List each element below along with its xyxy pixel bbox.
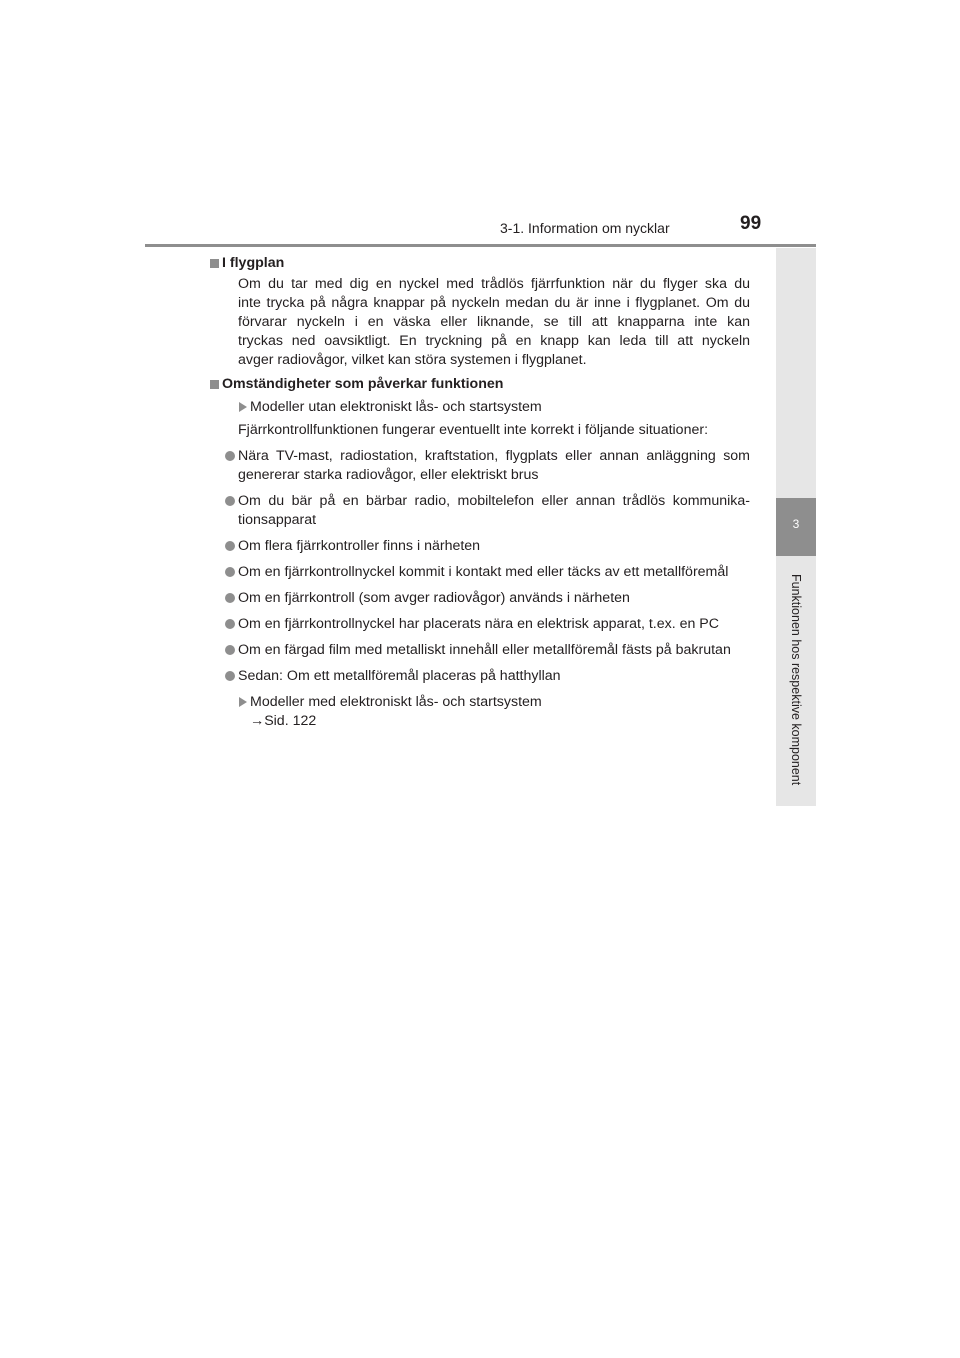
intro-paragraph: Fjärrkontrollfunktionen fungerar eventuellt inte korrekt i följande situationer: [238, 422, 709, 438]
paragraph-line: tryckas ned oavsiktligt. En tryckning på en knapp kan leda till att nyckeln [238, 333, 750, 349]
paragraph-line: Om du tar med dig en nyckel med trådlös fjärrfunktion när du flyger ska du [238, 276, 750, 292]
list-item: Nära TV-mast, radiostation, kraftstation, flygplats eller annan anläggning som genererar starka radiovågor, eller elektriskt brus [225, 447, 750, 485]
circle-bullet-icon [225, 496, 235, 506]
circle-bullet-icon [225, 451, 235, 461]
triangle-right-icon [239, 402, 247, 412]
section-heading-omstandigheter: Omständigheter som påverkar funktionen [210, 375, 750, 394]
list-item: Om en fjärrkontrollnyckel kommit i kontakt med eller täcks av ett metallföremål [225, 563, 750, 582]
side-tab-label: Funktionen hos respektive komponent [789, 574, 803, 786]
list-item: Om du bär på en bärbar radio, mobiltelefon eller annan trådlös kommunika- tionsapparat [225, 492, 750, 530]
list-item: Sedan: Om ett metallföremål placeras på hatthyllan [225, 667, 750, 686]
paragraph-line: inte trycka på några knappar på nyckeln medan du är inne i flygplanet. Om du [238, 295, 750, 311]
circle-bullet-icon [225, 645, 235, 655]
triangle-right-icon [239, 697, 247, 707]
square-bullet-icon [210, 259, 219, 268]
paragraph-flygplan [238, 275, 750, 370]
circle-bullet-icon [225, 541, 235, 551]
circle-bullet-icon [225, 593, 235, 603]
subheading-without-smart-key: Modeller utan elektroniskt lås- och startsystem [238, 398, 750, 417]
header-divider [145, 244, 816, 247]
subheading-with-smart-key: Modeller med elektroniskt lås- och startsystem →Sid. 122 [238, 693, 750, 731]
list-item: Om en fjärrkontrollnyckel har placerats nära en elektrisk apparat, t.ex. en PC [225, 615, 750, 634]
paragraph-line: avger radiovågor, vilket kan störa systemen i flygplanet. [238, 352, 587, 368]
list-item: Om en färgad film med metalliskt innehåll eller metallföremål fästs på bakrutan [225, 641, 750, 660]
section-heading-flygplan: I flygplan [210, 254, 750, 273]
page-reference-link[interactable]: →Sid. 122 [250, 713, 317, 729]
list-item: Om flera fjärrkontroller finns i närheten [225, 537, 750, 556]
square-bullet-icon [210, 380, 219, 389]
circle-bullet-icon [225, 671, 235, 681]
side-tab-number: 3 [792, 517, 800, 531]
circle-bullet-icon [225, 567, 235, 577]
side-tab-upper-band [776, 248, 816, 498]
page-number: 99 [740, 213, 762, 234]
chapter-title: 3-1. Information om nycklar [500, 220, 670, 236]
list-item: Om en fjärrkontroll (som avger radiovågor) används i närheten [225, 589, 750, 608]
circle-bullet-icon [225, 619, 235, 629]
page-content [210, 254, 750, 731]
paragraph-line: förvarar nyckeln i en väska eller liknande, se till att knapparna inte kan [238, 314, 750, 330]
